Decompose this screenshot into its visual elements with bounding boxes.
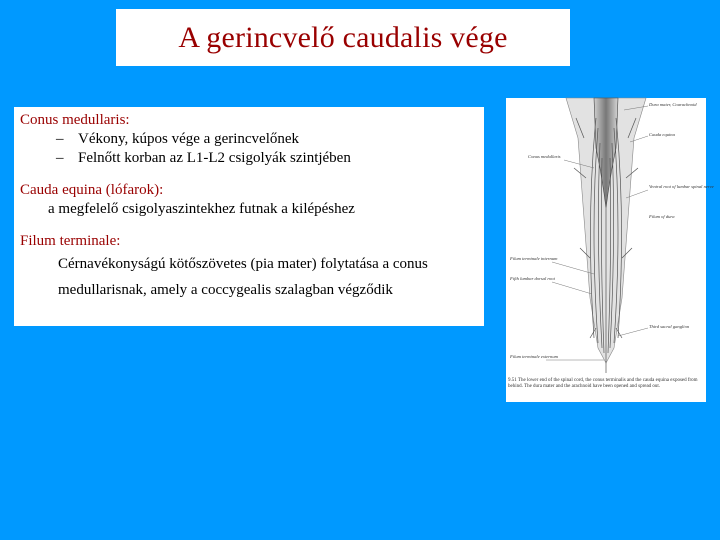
label-third-sacral: Third sacral ganglion (649, 324, 690, 329)
title-box (116, 9, 570, 66)
label-ventral: Ventral root of lumbar spinal nerve (649, 184, 714, 189)
label-cauda: Cauda equina (649, 132, 675, 137)
bullet-item (20, 130, 484, 149)
filum-text-line2: medullarisnak, amely a coccygealis szalagban végződik (58, 282, 393, 298)
conus-heading: Conus medullaris: (20, 112, 130, 128)
spinal-cord-illustration (506, 98, 714, 402)
label-filum-dura: Filum of dura (649, 214, 675, 219)
content-box (14, 107, 484, 326)
bullet-dash: – (56, 150, 64, 166)
cauda-heading: Cauda equina (lófarok): (20, 182, 164, 198)
filum-heading: Filum terminale: (20, 233, 121, 249)
filum-text-line1: Cérnavékonyságú kötőszövetes (pia mater) folytatása a conus (58, 256, 428, 272)
anatomy-figure (506, 98, 714, 402)
slide-title: A gerincvelő caudalis vége (178, 20, 508, 54)
label-root-left: Filum terminale internum (510, 256, 558, 261)
label-dura: Dura mater, Coarachnoid (649, 102, 697, 107)
label-root-mid: Fifth lumbar dorsal root (510, 276, 555, 281)
bullet-dash: – (56, 131, 64, 147)
bullet-text: Felnőtt korban az L1-L2 csigolyák szintjében (78, 150, 351, 166)
label-filum-ext: Filum terminale externum (510, 354, 558, 359)
cauda-text: a megfelelő csigolyaszintekhez futnak a kilépéshez (48, 201, 355, 217)
figure-caption: 9.51 The lower end of the spinal cord, the conus terminalis and the cauda equina exposed from behind. The dura mater and the arachnoid have been opened and spread out. (508, 378, 698, 389)
label-conus: Conus medullaris (528, 154, 561, 159)
bullet-item (20, 149, 484, 168)
bullet-text: Vékony, kúpos vége a gerincvelőnek (78, 131, 300, 147)
